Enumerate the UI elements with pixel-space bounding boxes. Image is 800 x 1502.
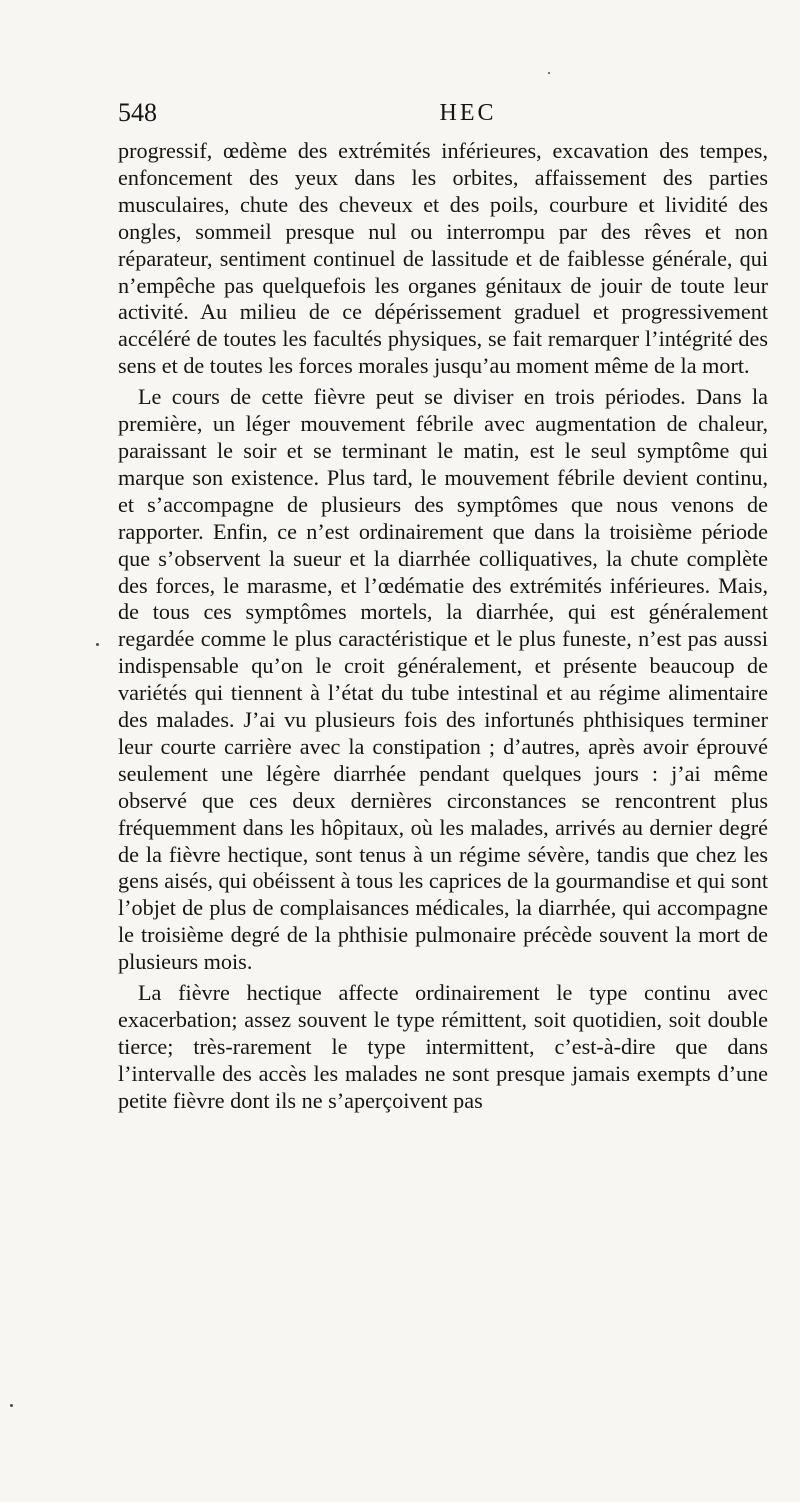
running-head: HEC (439, 100, 497, 126)
paragraph-1: progressif, œdème des extrémités inférieures, excavation des tempes, enfoncement des yeux dans les orbites, affaissement des parties musculaires, chute des cheveux et des poils, courbure et lividité des ongles, sommeil presque nul ou interrompu par des rêves et non réparateur, sentiment continuel de lassitude et de faiblesse générale, qui n’empêche pas quelquefois les organes génitaux de jouir de toute leur activité. Au milieu de ce dépérissement graduel et progressivement accéléré de toutes les facultés physiques, se fait remarquer l’intégrité des sens et de toutes les forces morales jusqu’au moment même de la mort. (118, 138, 768, 379)
body-text (118, 138, 768, 1318)
print-speck-left (96, 643, 99, 646)
print-speck-top (548, 72, 550, 74)
print-speck-bottom (10, 1404, 13, 1407)
page-header (118, 96, 768, 132)
paragraph-3: La fièvre hectique affecte ordinairement le type continu avec exacerbation; assez souvent le type rémittent, soit quotidien, soit double tierce; très-rarement le type intermittent, c’est-à-dire que dans l’intervalle des accès les malades ne sont presque jamais exempts d’une petite fièvre dont ils ne s’aperçoivent pas (118, 980, 768, 1113)
page-number: 548 (118, 98, 157, 127)
paragraph-2: Le cours de cette fièvre peut se diviser en trois périodes. Dans la première, un léger mouvement fébrile avec augmentation de chaleur, paraissant le soir et se terminant le matin, est le seul symptôme qui marque son existence. Plus tard, le mouvement fébrile devient continu, et s’accompagne de plusieurs des symptômes que nous venons de rapporter. Enfin, ce n’est ordinairement que dans la troisième période que s’observent la sueur et la diarrhée colliquatives, la chute complète des forces, le marasme, et l’œdématie des extrémités inférieures. Mais, de tous ces symptômes mortels, la diarrhée, qui est généralement regardée comme le plus caractéristique et le plus funeste, n’est pas aussi indispensable qu’on le croit généralement, et présente beaucoup de variétés qui tiennent à l’état du tube intestinal et au régime alimentaire des malades. J’ai vu plusieurs fois des infortunés phthisiques terminer leur courte carrière avec la constipation ; d’autres, après avoir éprouvé seulement une légère diarrhée pendant quelques jours : j’ai même observé que ces deux dernières circonstances se rencontrent plus fréquemment dans les hôpitaux, où les malades, arrivés au dernier degré de la fièvre hectique, sont tenus à un régime sévère, tandis que chez les gens aisés, qui obéissent à tous les caprices de la gourmandise et qui sont l’objet de plus de complaisances médicales, la diarrhée, qui accompagne le troisième degré de la phthisie pulmonaire précède souvent la mort de plusieurs mois. (118, 384, 768, 975)
